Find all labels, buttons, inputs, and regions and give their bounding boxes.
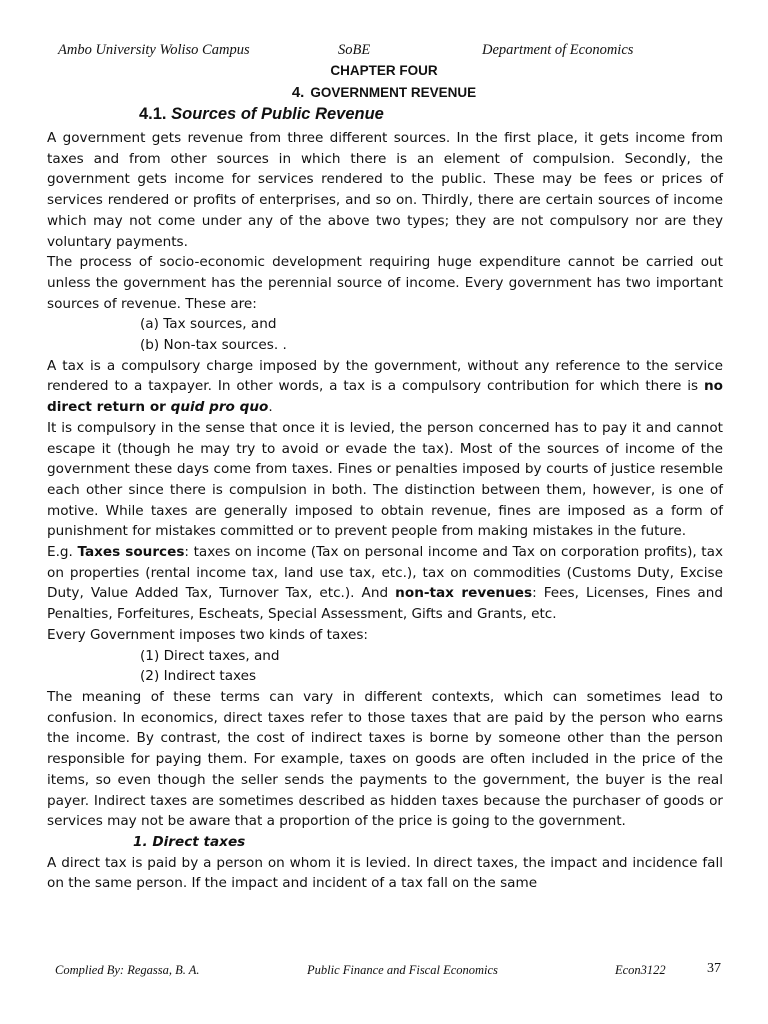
section-heading xyxy=(139,105,384,124)
list-item-indirect-taxes: (2) Indirect taxes xyxy=(140,668,257,685)
list-item-tax-sources: (a) Tax sources, and xyxy=(140,316,277,333)
subheading-direct-taxes: 1. Direct taxes xyxy=(133,833,246,850)
text-run: : Fees, Licenses, Fines and Penalties, Forfeitures, Escheats, Special Assessment, Gifts and Grants, etc. xyxy=(47,585,723,623)
text-run: E.g. xyxy=(47,544,78,561)
bold-run: non-tax revenues xyxy=(395,585,533,602)
text-run: : taxes on income (Tax on personal income and Tax on corporation profits), tax on properties (rental income tax, land use tax, etc.), tax on commodities (Customs Duty, Excise Duty, Value Added Tax, Turnover Tax, etc.). And xyxy=(47,544,723,602)
section-number: 4.1. xyxy=(139,105,167,123)
text-run: A tax is a compulsory charge imposed by the government, without any reference to the service rendered to a taxpayer. In other words, a tax is a compulsory contribution for which there is xyxy=(47,357,723,395)
paragraph-compulsory: It is compulsory in the sense that once it is levied, the person concerned has to pay it and cannot escape it (though he may try to avoid or evade the tax). Most of the sources of income of the government these days come from taxes. Fines or penalties imposed by courts of justice resemble each other since there is compulsion in both. The distinction between them, however, is one of motive. While taxes are generally imposed to obtain revenue, fines are imposed as a form of punishment for mistakes committed or to prevent people from making mistakes in the future. xyxy=(47,419,723,540)
paragraph-two-kinds: Every Government imposes two kinds of taxes: xyxy=(47,626,368,643)
page-footer xyxy=(55,963,725,983)
bold-run: no direct return or xyxy=(47,378,723,416)
page-header xyxy=(58,42,698,62)
chapter-title: GOVERNMENT REVENUE xyxy=(310,85,477,100)
section-title: Sources of Public Revenue xyxy=(171,105,384,123)
paragraph-meaning: The meaning of these terms can vary in different contexts, which can sometimes lead to confusion. In economics, direct taxes refer to those taxes that are paid by the person who earns the income. By contrast, the cost of indirect taxes is borne by someone other than the person responsible for paying them. For example, taxes on goods are often included in the price of the items, so even though the seller sends the payments to the government, the buyer is the real payer. Indirect taxes are sometimes described as hidden taxes because the purchaser of goods or services may not be aware that a proportion of the price is going to the government. xyxy=(47,688,723,830)
footer-course: Public Finance and Fiscal Economics xyxy=(307,963,498,977)
footer-course-code: Econ3122 xyxy=(615,963,666,977)
bold-run: Taxes sources xyxy=(77,544,185,561)
header-school: SoBE xyxy=(338,42,371,58)
footer-compiler: Complied By: Regassa, B. A. xyxy=(55,963,200,977)
paragraph-direct-tax: A direct tax is paid by a person on whom it is levied. In direct taxes, the impact and incidence fall on the same person. If the impact and incident of a tax fall on the same xyxy=(47,854,723,892)
text-run: . xyxy=(268,399,273,416)
list-item-non-tax-sources: (b) Non-tax sources. . xyxy=(140,337,287,354)
paragraph-sources-intro: A government gets revenue from three different sources. In the first place, it gets income from taxes and from other sources in which there is an element of compulsion. Secondly, the government gets income for services rendered to the public. These may be fees or prices of services rendered or profits of enterprises, and so on. Thirdly, there are certain sources of income which may not come under any of the above two types; they are not compulsory nor are they voluntary payments. xyxy=(47,130,723,250)
chapter-heading xyxy=(0,84,768,101)
chapter-number: 4. xyxy=(291,84,305,101)
paragraph-tax-definition xyxy=(47,356,723,418)
paragraph-development: The process of socio-economic development requiring huge expenditure cannot be carried out unless the government has the perennial source of income. Every government has two important sources of revenue. These are: xyxy=(47,254,723,312)
chapter-label: CHAPTER FOUR xyxy=(330,63,438,78)
header-institution: Ambo University Woliso Campus xyxy=(58,42,250,58)
paragraph-examples xyxy=(47,542,723,625)
list-item-direct-taxes: (1) Direct taxes, and xyxy=(140,647,280,664)
bold-italic-run: quid pro quo xyxy=(170,399,269,416)
header-department: Department of Economics xyxy=(482,42,634,58)
page-number: 37 xyxy=(707,961,721,976)
document-body xyxy=(47,128,723,894)
